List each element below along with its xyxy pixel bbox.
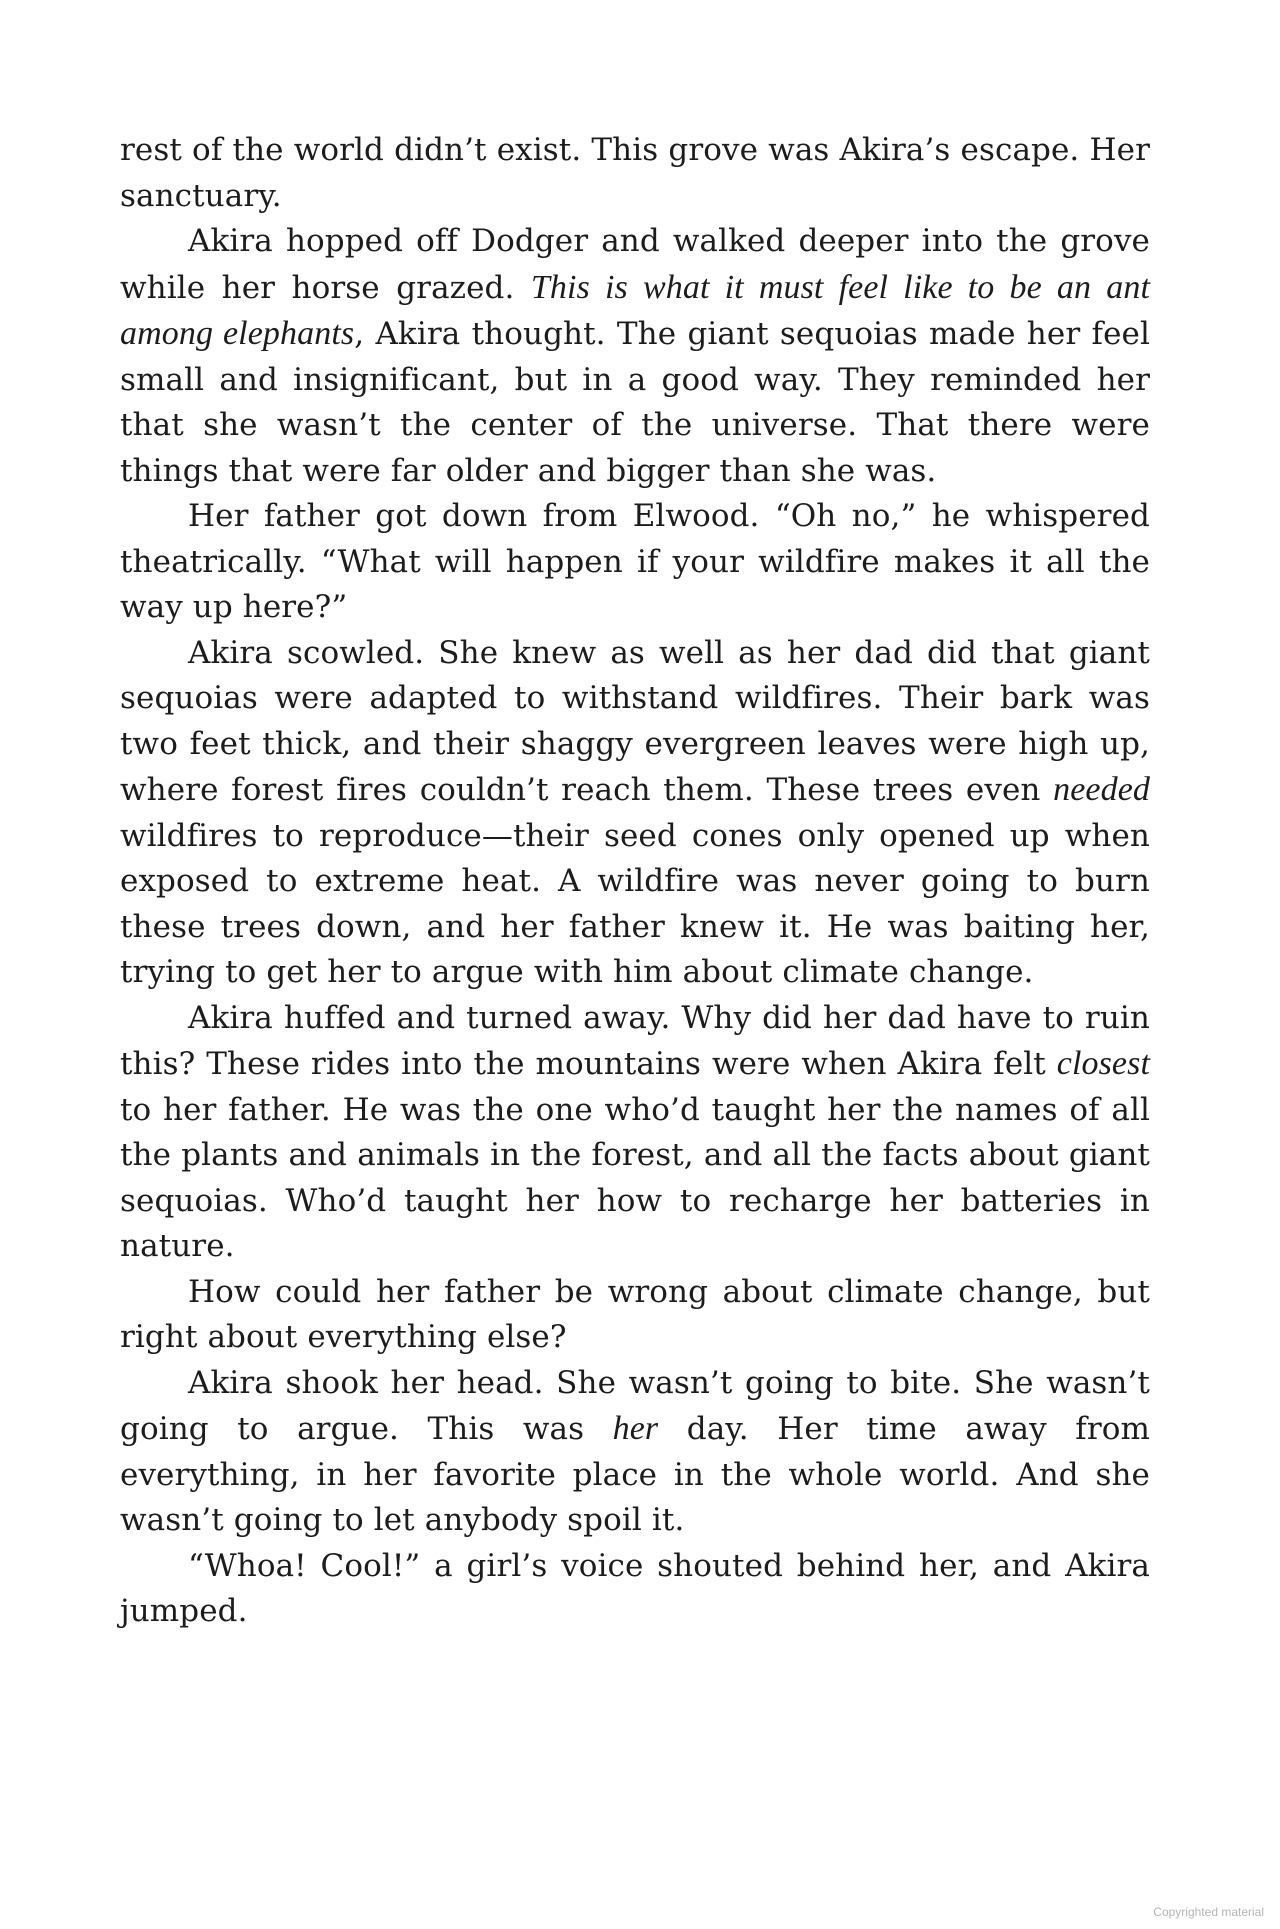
paragraph-1-text: rest of the world didn’t exist. This grove was Akira’s escape. Her sanctuary. xyxy=(120,132,1150,214)
copyright-watermark: Copyrighted material xyxy=(1153,1905,1264,1919)
paragraph-7-text-b: day. Her time away from everything, in her favorite place in the whole world. And she wasn’t going to let anybody spoil it. xyxy=(120,1411,1150,1538)
paragraph-3 xyxy=(120,494,1150,631)
paragraph-7 xyxy=(120,1361,1150,1544)
paragraph-7-italic-her: her xyxy=(612,1410,659,1447)
paragraph-2-text-b: , Akira thought. The giant sequoias made her feel small and insignificant, but in a good way. They reminded her that she wasn’t the center of the universe. That there were things that were far older and bigger than she was. xyxy=(120,316,1151,489)
paragraph-2-text-a: Akira hopped off Dodger and walked deeper into the grove while her horse grazed. xyxy=(120,223,1150,306)
paragraph-8-text: “Whoa! Cool!” a girl’s voice shouted behind her, and Akira jumped. xyxy=(120,1547,1150,1629)
paragraph-4-text-b: wildfires to reproduce—their seed cones only opened up when exposed to extreme heat. A wildfire was never going to burn these trees down, and her father knew it. He was baiting her, trying to get her to argue with him about climate change. xyxy=(120,817,1150,990)
paragraph-5 xyxy=(120,996,1150,1270)
paragraph-5-italic-closest: closest xyxy=(1056,1045,1150,1082)
paragraph-6-text: How could her father be wrong about climate change, but right about everything else? xyxy=(120,1273,1150,1355)
book-page-body xyxy=(120,128,1150,1635)
paragraph-2-italic-thought: This is what it must feel like to be an ant among elephants xyxy=(120,268,1150,352)
paragraph-8 xyxy=(120,1544,1150,1635)
paragraph-4-italic-needed: needed xyxy=(1053,771,1150,808)
paragraph-2 xyxy=(120,219,1150,494)
paragraph-5-text-a: Akira huffed and turned away. Why did her dad have to ruin this? These rides into the mountains were when Akira felt xyxy=(120,999,1150,1082)
paragraph-7-text-a: Akira shook her head. She wasn’t going to bite. She wasn’t going to argue. This was xyxy=(120,1364,1150,1447)
paragraph-6 xyxy=(120,1270,1150,1361)
paragraph-5-text-b: to her father. He was the one who’d taught her the names of all the plants and animals in the forest, and all the facts about giant sequoias. Who’d taught her how to recharge her batteries in nature. xyxy=(120,1091,1150,1264)
paragraph-1 xyxy=(120,128,1150,219)
paragraph-4-text-a: Akira scowled. She knew as well as her dad did that giant sequoias were adapted to withstand wildfires. Their bark was two feet thick, and their shaggy evergreen leaves were high up, where forest fires couldn’t reach them. These trees even xyxy=(120,634,1150,808)
paragraph-3-text: Her father got down from Elwood. “Oh no,” he whispered theatrically. “What will happen if your wildfire makes it all the way up here?” xyxy=(120,498,1150,625)
paragraph-4 xyxy=(120,631,1150,996)
